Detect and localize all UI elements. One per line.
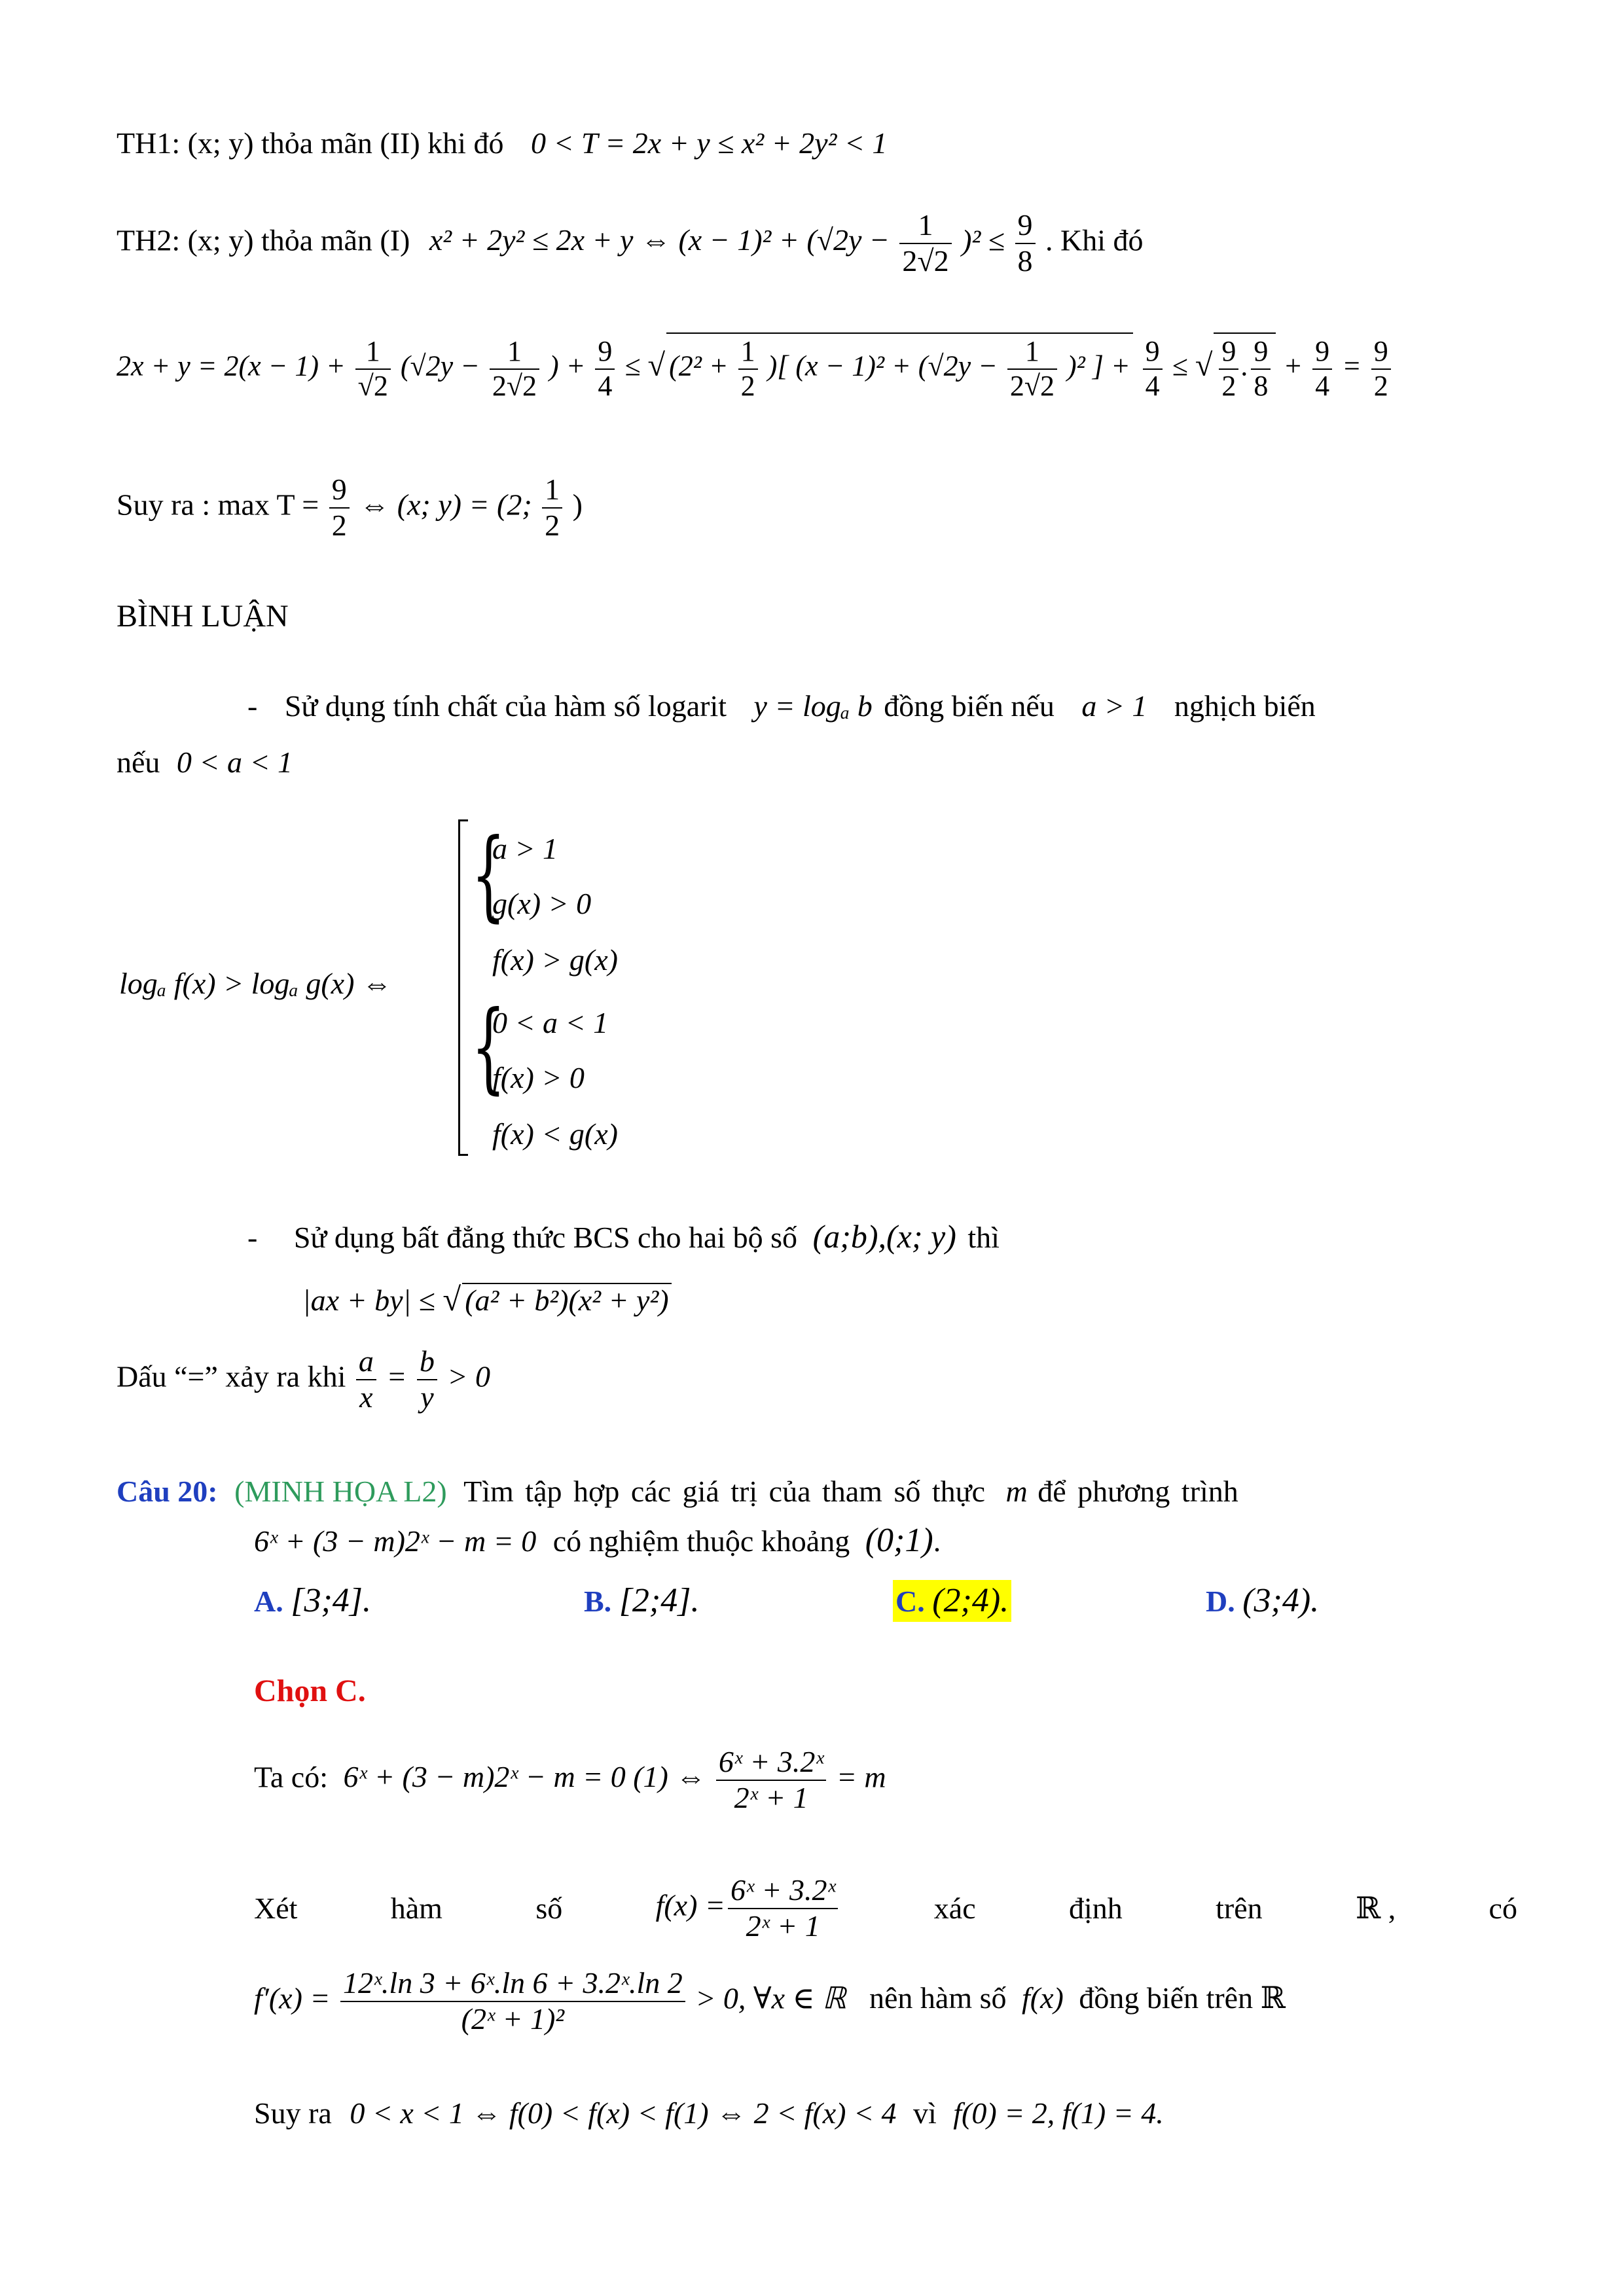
- fraction: [1007, 335, 1057, 403]
- equality-line: [117, 1344, 490, 1415]
- question-text-2: để phương trình: [1038, 1475, 1238, 1508]
- fraction: [490, 335, 539, 403]
- word: số: [535, 1891, 563, 1925]
- denominator: 8: [1017, 243, 1033, 278]
- vector-pairs: (a;b),(x; y): [812, 1218, 956, 1255]
- conclusion-mid: ⇔ (x; y) = (2;: [359, 488, 532, 522]
- denominator: 2√2: [492, 369, 537, 402]
- word: ℝ ,: [1355, 1891, 1396, 1925]
- fraction: [899, 208, 951, 279]
- denominator: 2: [331, 508, 347, 542]
- bcs-radicand: (a² + b²)(x² + y²): [462, 1283, 671, 1316]
- word: có: [1489, 1891, 1517, 1925]
- th1-expression: 0 < T = 2x + y ≤ x² + 2y² < 1: [530, 126, 888, 160]
- ineq-part: =: [1342, 350, 1362, 382]
- numerator: 1: [490, 335, 539, 370]
- param-m: m: [1005, 1475, 1028, 1508]
- numerator: 12ˣ.ln 3 + 6ˣ.ln 6 + 3.2ˣ.ln 2: [340, 1966, 685, 2002]
- option-letter: B.: [584, 1585, 612, 1618]
- th2-lead: TH2: (x; y) thỏa mãn (I): [117, 223, 410, 257]
- fraction: [1143, 335, 1163, 403]
- system-brace-2: {: [471, 990, 506, 1104]
- case2-cond1: 0 < a < 1: [492, 1006, 609, 1039]
- option-value: [2;4].: [619, 1582, 700, 1619]
- numerator: 1: [899, 208, 951, 244]
- derivative-lhs: f′(x) =: [254, 1981, 331, 2015]
- option-value: [3;4].: [291, 1582, 372, 1619]
- numerator: 9: [1312, 335, 1332, 370]
- solution-chain: 0 < x < 1 ⇔ f(0) < f(x) < f(1) ⇔ 2 < f(x) < 4: [350, 2096, 897, 2130]
- denominator: 4: [1145, 369, 1160, 402]
- solution-line-4: [254, 2098, 1164, 2128]
- numerator: 6ˣ + 3.2ˣ: [716, 1745, 827, 1781]
- comment-1-if: nếu: [117, 745, 160, 779]
- bcs-lhs: |ax + by| ≤: [302, 1283, 435, 1317]
- denominator: x: [359, 1380, 373, 1414]
- solution-line-2: [254, 1873, 1517, 1944]
- solution-tail: = m: [836, 1760, 886, 1794]
- comment-1-condition-2: 0 < a < 1: [176, 745, 293, 779]
- ineq-part: .: [1241, 350, 1249, 382]
- option-letter: C.: [895, 1585, 925, 1618]
- comment-2-text: Sử dụng bất đẳng thức BCS cho hai bộ số: [293, 1221, 798, 1254]
- numerator: a: [356, 1344, 376, 1380]
- conclusion-lead: Suy ra : max T =: [117, 488, 319, 522]
- denominator: y: [420, 1380, 434, 1414]
- radical-sign: √: [442, 1281, 461, 1318]
- fraction: [738, 335, 758, 403]
- denominator: 2ˣ + 1: [746, 1909, 820, 1943]
- numerator: 1: [738, 335, 758, 370]
- question-text-3: có nghiệm thuộc khoảng: [552, 1524, 850, 1558]
- numerator: 9: [329, 473, 350, 509]
- case2-cond3: f(x) < g(x): [492, 1117, 618, 1151]
- numerator: 1: [355, 335, 391, 370]
- ineq-part: +: [1283, 350, 1303, 382]
- numerator: 1: [1007, 335, 1057, 370]
- fraction: [329, 473, 350, 543]
- numerator: 9: [1219, 335, 1238, 370]
- denominator: 2: [740, 369, 755, 402]
- word: trên: [1216, 1891, 1263, 1925]
- th2-tail: . Khi đó: [1045, 223, 1144, 257]
- bullet-dash: -: [247, 689, 258, 723]
- fraction: [340, 1966, 685, 2037]
- solution-line-3: [254, 1966, 1286, 2037]
- radicand: [666, 332, 1133, 403]
- equals-sign: =: [386, 1359, 407, 1393]
- denominator: 4: [598, 369, 613, 402]
- ineq-part: )² ] +: [1067, 350, 1130, 382]
- comment-1-text-c: nghịch biến: [1174, 689, 1316, 723]
- comment-1-text-b: đồng biến nếu: [884, 689, 1055, 723]
- derivative-tail: > 0, ∀x ∈ ℝ: [695, 1981, 846, 2015]
- fraction: [1251, 335, 1271, 403]
- comment-2-then: thì: [967, 1221, 1000, 1254]
- fraction: [356, 1344, 376, 1415]
- log-formula: y = logₐ b: [753, 689, 873, 723]
- ineq-part: ) +: [549, 350, 586, 382]
- radical-sign: √: [1195, 348, 1213, 383]
- radicand: [1214, 332, 1276, 403]
- comment-2-line-1: [247, 1220, 1000, 1253]
- numerator: 9: [1251, 335, 1271, 370]
- denominator: 2: [1221, 369, 1236, 402]
- fraction: [1371, 335, 1391, 403]
- th1-lead: TH1: (x; y) thỏa mãn (II) khi đó: [117, 126, 504, 160]
- bcs-inequality: [117, 332, 1394, 403]
- conclusion-line: [117, 473, 583, 543]
- word: Xét: [254, 1891, 298, 1925]
- ineq-part: ≤: [1172, 350, 1188, 382]
- option-letter: D.: [1206, 1585, 1235, 1618]
- equality-tail: > 0: [447, 1359, 490, 1393]
- numerator: 9: [1015, 208, 1036, 244]
- option-value: (2;4).: [932, 1582, 1009, 1619]
- comment-1-line-1: [247, 691, 1316, 721]
- question-source: (MINH HỌA L2): [234, 1475, 447, 1508]
- solution-lead: Ta có:: [254, 1760, 329, 1794]
- th2-line: [117, 208, 1144, 279]
- fraction: [716, 1745, 827, 1816]
- comment-1-text: Sử dụng tính chất của hàm số logarit: [284, 689, 727, 723]
- denominator: 4: [1315, 369, 1330, 402]
- solution-text-2: đồng biến trên ℝ: [1079, 1981, 1286, 2015]
- case1-cond2: g(x) > 0: [492, 887, 592, 920]
- fraction: [542, 473, 562, 543]
- numerator: 9: [1371, 335, 1391, 370]
- fraction: [417, 1344, 437, 1415]
- numerator: b: [417, 1344, 437, 1380]
- denominator: 2ˣ + 1: [734, 1780, 808, 1814]
- option-b[interactable]: [584, 1584, 699, 1618]
- th1-line: [117, 128, 887, 158]
- radical-sign: √: [647, 348, 666, 383]
- numerator: 6ˣ + 3.2ˣ: [728, 1873, 839, 1909]
- solution-text: nên hàm số: [869, 1981, 1007, 2015]
- question-equation: 6ˣ + (3 − m)2ˣ − m = 0: [254, 1524, 537, 1558]
- system-brace-1: {: [471, 818, 506, 932]
- answer-choice: Chọn C.: [254, 1674, 366, 1708]
- question-text: Tìm tập hợp các giá trị của tham số thực: [463, 1475, 985, 1508]
- ineq-part: )[ (x − 1)² + (√2y −: [767, 350, 998, 382]
- ineq-part: (2² +: [669, 350, 729, 382]
- denominator: 2: [1373, 369, 1388, 402]
- fraction: [1312, 335, 1332, 403]
- fraction: [1015, 208, 1036, 279]
- ineq-part: (√2y −: [400, 350, 480, 382]
- denominator: 2: [545, 508, 560, 542]
- question-interval: (0;1): [865, 1522, 933, 1559]
- ineq-part: 2x + y = 2(x − 1) +: [117, 350, 346, 382]
- option-value: (3;4).: [1242, 1582, 1320, 1619]
- option-d[interactable]: [1206, 1584, 1319, 1618]
- bcs-formula: [302, 1283, 672, 1316]
- denominator: 2√2: [1009, 369, 1055, 402]
- word: định: [1068, 1891, 1123, 1925]
- th2-expression: x² + 2y² ≤ 2x + y ⇔ (x − 1)² + (√2y −: [429, 223, 890, 257]
- because-word: vì: [913, 2096, 937, 2130]
- ineq-part: ≤: [624, 350, 641, 382]
- solution-lead: Suy ra: [254, 2096, 332, 2130]
- case1-cond1: a > 1: [492, 832, 558, 865]
- option-letter: A.: [254, 1585, 283, 1618]
- solution-values: f(0) = 2, f(1) = 4.: [953, 2096, 1164, 2130]
- case1-cond3: f(x) > g(x): [492, 943, 618, 977]
- log-rule-lhs: logₐ f(x) > logₐ g(x) ⇔: [119, 967, 392, 1000]
- numerator: 1: [542, 473, 562, 509]
- bullet-dash: -: [247, 1221, 258, 1254]
- fraction: [728, 1873, 839, 1944]
- word: hàm: [390, 1891, 442, 1925]
- function-symbol: f(x): [1022, 1981, 1064, 2015]
- function-definition: [656, 1873, 841, 1944]
- th2-expression-b: )² ≤: [962, 223, 1005, 257]
- case2-cond2: f(x) > 0: [492, 1061, 585, 1094]
- question-label: Câu 20:: [117, 1475, 218, 1508]
- fraction: [1219, 335, 1238, 403]
- numerator: 9: [595, 335, 615, 370]
- fraction: [595, 335, 615, 403]
- question-line-1: [117, 1477, 1238, 1507]
- conclusion-end: ): [572, 488, 583, 522]
- word: xác: [933, 1891, 976, 1925]
- comment-title: BÌNH LUẬN: [117, 599, 289, 634]
- comment-1-condition: a > 1: [1081, 689, 1147, 723]
- fraction: [355, 335, 391, 403]
- denominator: 8: [1254, 369, 1269, 402]
- question-line-2: [254, 1524, 941, 1558]
- union-bracket: [458, 819, 468, 1156]
- comment-1-line-2: [117, 747, 293, 778]
- function-lhs: f(x) =: [655, 1888, 725, 1922]
- solution-line-1: [254, 1745, 886, 1816]
- solution-equation: 6ˣ + (3 − m)2ˣ − m = 0 (1) ⇔: [343, 1760, 706, 1794]
- question-dot: .: [933, 1524, 941, 1558]
- equality-lead: Dấu “=” xảy ra khi: [117, 1359, 346, 1393]
- denominator: √2: [357, 369, 388, 402]
- denominator: 2√2: [902, 243, 949, 278]
- denominator: (2ˣ + 1)²: [461, 2001, 565, 2036]
- option-a[interactable]: [254, 1584, 371, 1618]
- option-c[interactable]: [893, 1580, 1011, 1622]
- numerator: 9: [1143, 335, 1163, 370]
